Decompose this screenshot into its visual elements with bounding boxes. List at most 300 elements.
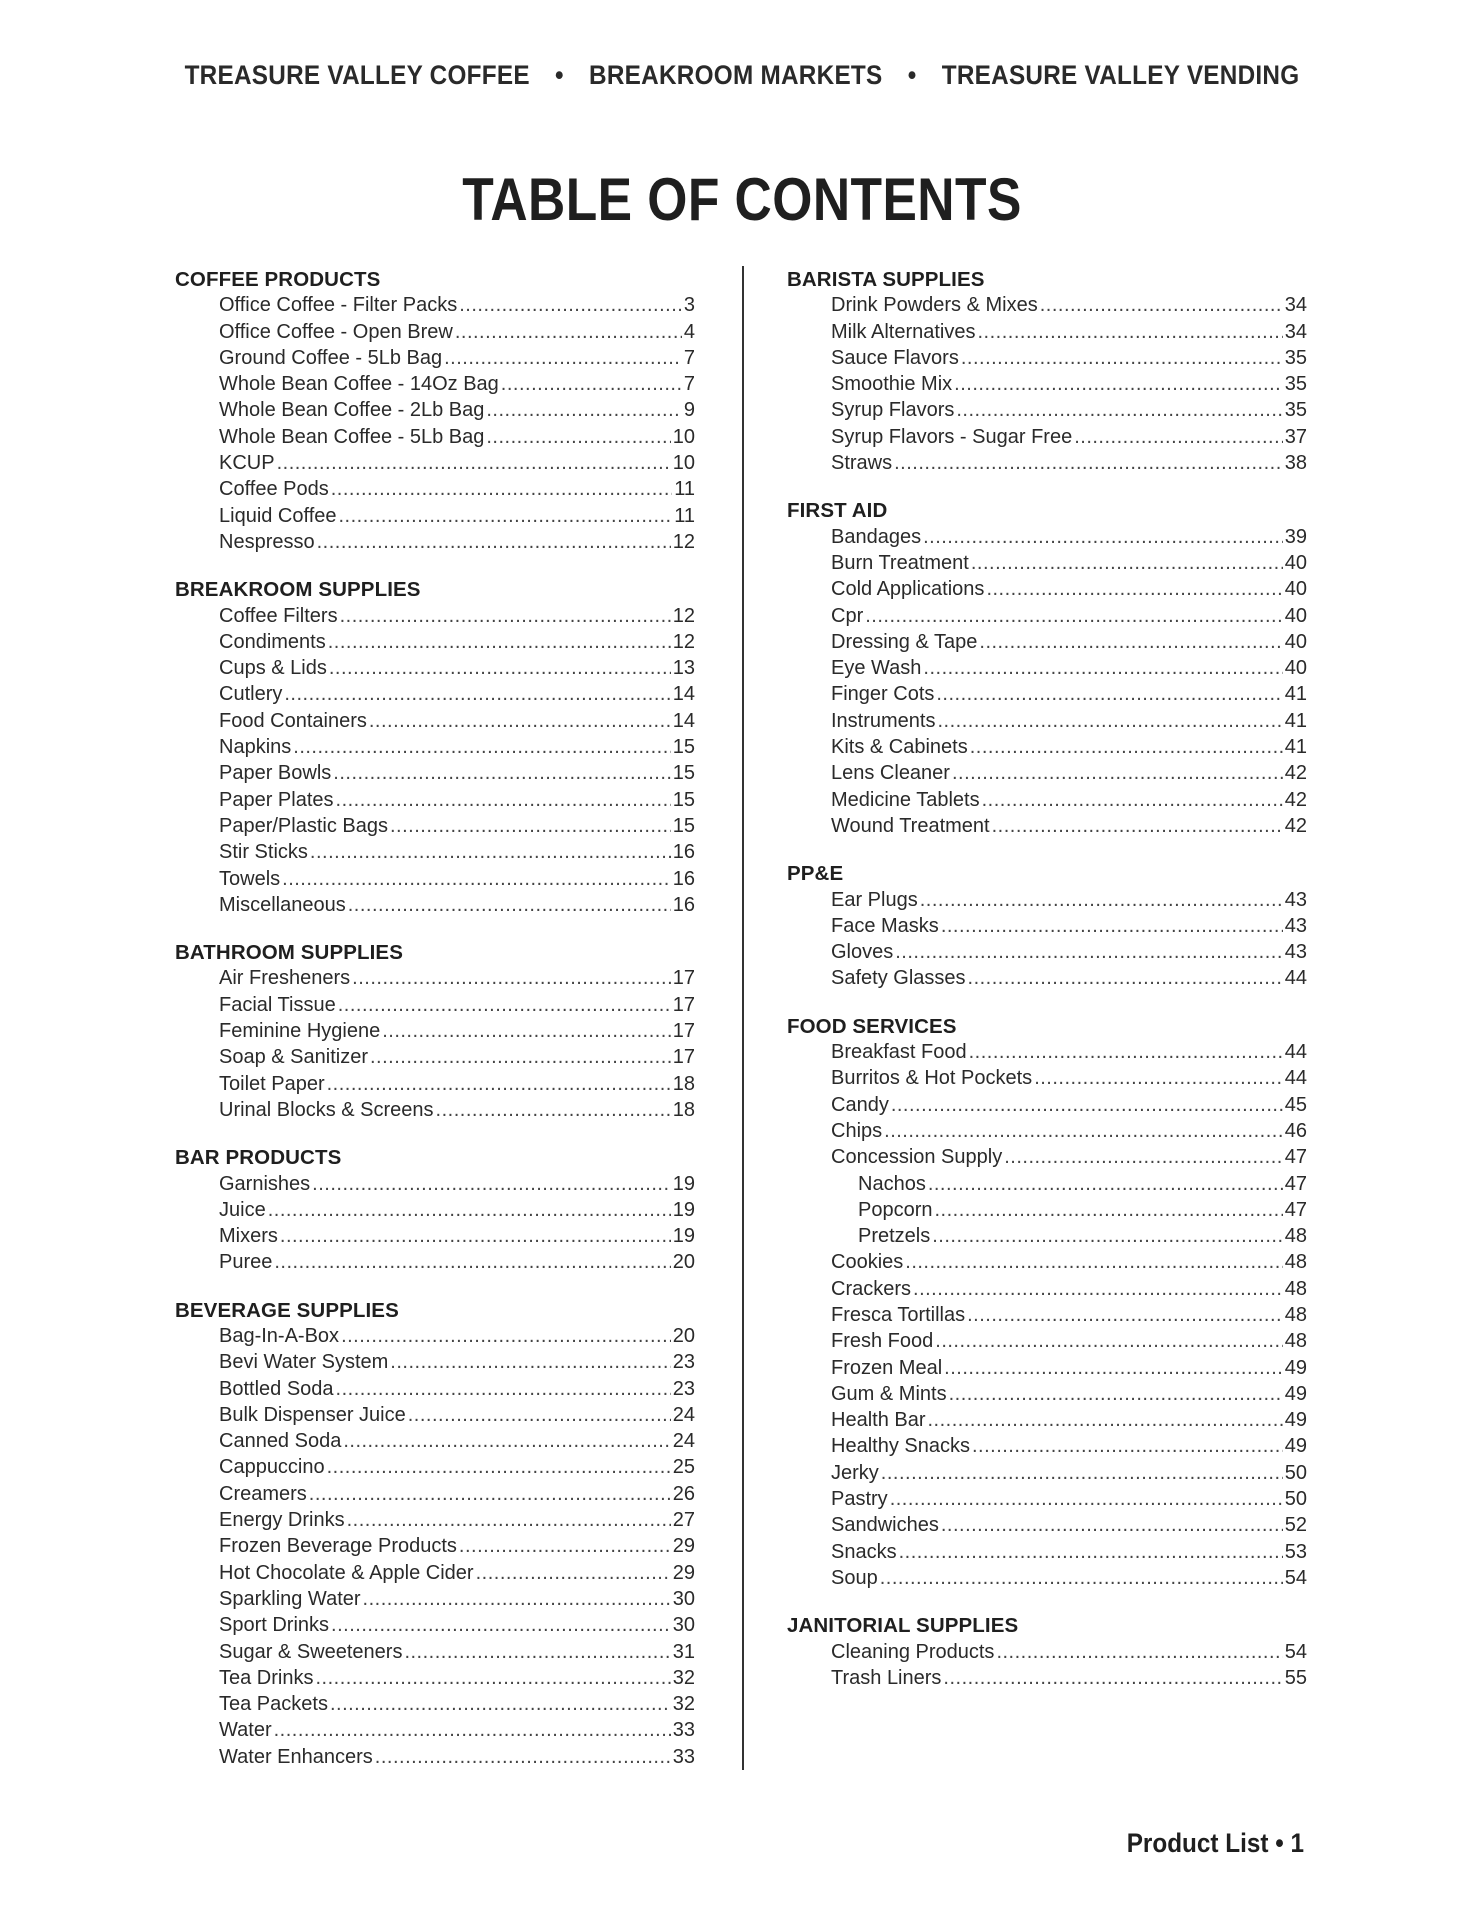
dot-leader — [363, 1586, 671, 1612]
entry-label: Office Coffee - Open Brew — [219, 320, 453, 343]
dot-leader — [331, 1612, 671, 1638]
dot-leader — [274, 1249, 670, 1275]
dot-leader — [894, 450, 1283, 476]
dot-leader — [937, 708, 1282, 734]
column-divider — [742, 266, 744, 1770]
toc-entry[interactable] — [175, 603, 695, 629]
dot-leader — [890, 1486, 1283, 1512]
toc-entry[interactable] — [175, 708, 695, 734]
toc-entry[interactable] — [787, 1065, 1307, 1091]
entry-label: Puree — [219, 1251, 273, 1274]
dot-leader — [459, 292, 682, 318]
toc-entry[interactable] — [787, 1249, 1307, 1275]
entry-label: Pretzels — [858, 1225, 931, 1248]
entry-page-number: 40 — [1284, 578, 1307, 601]
section-title: BAR PRODUCTS — [175, 1146, 342, 1170]
entry-page-number: 49 — [1284, 1435, 1307, 1458]
entry-label: Water — [219, 1719, 272, 1742]
toc-entry[interactable] — [175, 992, 695, 1018]
page-title: TABLE OF CONTENTS — [462, 166, 1022, 233]
toc-entry[interactable] — [175, 1018, 695, 1044]
entry-label: Napkins — [219, 736, 292, 759]
dot-leader — [328, 629, 671, 655]
toc-entry[interactable] — [175, 1223, 695, 1249]
toc-entry[interactable] — [787, 1328, 1307, 1354]
entry-label: Paper Bowls — [219, 762, 332, 785]
entry-page-number: 29 — [672, 1561, 695, 1584]
dot-leader — [956, 397, 1282, 423]
entry-page-number: 50 — [1284, 1461, 1307, 1484]
entry-page-number: 17 — [672, 1020, 695, 1043]
entry-label: Canned Soda — [219, 1430, 342, 1453]
toc-entry[interactable] — [175, 1197, 695, 1223]
dot-leader — [274, 1717, 671, 1743]
toc-entry[interactable] — [787, 603, 1307, 629]
toc-entry[interactable] — [787, 1197, 1307, 1223]
entry-label: Face Masks — [831, 914, 939, 937]
entry-label: Fresh Food — [831, 1330, 934, 1353]
entry-page-number: 30 — [672, 1614, 695, 1637]
entry-page-number: 44 — [1284, 1067, 1307, 1090]
toc-entry[interactable] — [175, 1349, 695, 1375]
header-separator: • — [907, 60, 917, 90]
dot-leader — [1040, 292, 1283, 318]
dot-leader — [970, 734, 1283, 760]
toc-entry[interactable] — [175, 1044, 695, 1070]
toc-entry[interactable] — [787, 965, 1307, 991]
entry-page-number: 47 — [1284, 1146, 1307, 1169]
entry-label: Tea Packets — [219, 1693, 328, 1716]
toc-entry[interactable] — [175, 629, 695, 655]
toc-entry[interactable] — [175, 1560, 695, 1586]
entry-label: Straws — [831, 452, 893, 475]
entry-page-number: 52 — [1284, 1514, 1307, 1537]
toc-entry[interactable] — [175, 813, 695, 839]
entry-page-number: 42 — [1284, 788, 1307, 811]
entry-page-number: 40 — [1284, 657, 1307, 680]
toc-entry[interactable] — [787, 1433, 1307, 1459]
dot-leader — [949, 1381, 1283, 1407]
toc-entry[interactable] — [175, 1249, 695, 1275]
toc-entry[interactable] — [787, 345, 1307, 371]
header-separator: • — [555, 60, 564, 90]
toc-entry[interactable] — [175, 319, 695, 345]
entry-label: Cookies — [831, 1251, 904, 1274]
toc-entry[interactable] — [175, 1402, 695, 1428]
entry-page-number: 25 — [672, 1456, 695, 1479]
entry-label: Safety Glasses — [831, 967, 966, 990]
entry-label: Cleaning Products — [831, 1640, 995, 1663]
toc-entry[interactable] — [787, 1460, 1307, 1486]
toc-entry[interactable] — [787, 629, 1307, 655]
entry-page-number: 10 — [672, 425, 695, 448]
entry-page-number: 35 — [1284, 373, 1307, 396]
section-title: JANITORIAL SUPPLIES — [787, 1614, 1019, 1638]
toc-entry[interactable] — [175, 760, 695, 786]
entry-label: Concession Supply — [831, 1146, 1003, 1169]
toc-entry[interactable] — [787, 1381, 1307, 1407]
entry-page-number: 32 — [672, 1693, 695, 1716]
entry-page-number: 15 — [672, 736, 695, 759]
entry-label: Water Enhancers — [219, 1745, 373, 1768]
entry-label: Ear Plugs — [831, 888, 918, 911]
dot-leader — [996, 1639, 1282, 1665]
dot-leader — [935, 1197, 1283, 1223]
entry-page-number: 49 — [1284, 1409, 1307, 1432]
dot-leader — [971, 550, 1283, 576]
dot-leader — [341, 1323, 671, 1349]
dot-leader — [1034, 1065, 1283, 1091]
entry-page-number: 3 — [683, 294, 695, 317]
toc-entry[interactable] — [175, 1428, 695, 1454]
dot-leader — [309, 1481, 671, 1507]
entry-label: Whole Bean Coffee - 14Oz Bag — [219, 373, 499, 396]
entry-page-number: 35 — [1284, 399, 1307, 422]
entry-page-number: 41 — [1284, 736, 1307, 759]
toc-entry[interactable] — [787, 1302, 1307, 1328]
section-title: BEVERAGE SUPPLIES — [175, 1298, 399, 1322]
entry-page-number: 17 — [672, 1046, 695, 1069]
entry-page-number: 48 — [1284, 1330, 1307, 1353]
entry-label: Soap & Sanitizer — [219, 1046, 368, 1069]
entry-page-number: 12 — [672, 630, 695, 653]
dot-leader — [982, 787, 1283, 813]
entry-label: Sport Drinks — [219, 1614, 330, 1637]
toc-entry[interactable] — [175, 1376, 695, 1402]
entry-label: Lens Cleaner — [831, 762, 950, 785]
entry-label: Syrup Flavors - Sugar Free — [831, 425, 1073, 448]
entry-label: Cutlery — [219, 683, 283, 706]
dot-leader — [961, 345, 1283, 371]
entry-label: KCUP — [219, 452, 275, 475]
dot-leader — [913, 1276, 1283, 1302]
toc-entry[interactable] — [175, 866, 695, 892]
entry-label: Coffee Filters — [219, 604, 338, 627]
toc-entry[interactable] — [175, 1691, 695, 1717]
toc-entry[interactable] — [787, 1039, 1307, 1065]
dot-leader — [317, 529, 671, 555]
toc-entry[interactable] — [175, 1639, 695, 1665]
toc-entry[interactable] — [787, 1407, 1307, 1433]
toc-section — [787, 497, 1307, 839]
dot-leader — [967, 1302, 1283, 1328]
entry-page-number: 34 — [1284, 294, 1307, 317]
toc-entry[interactable] — [175, 450, 695, 476]
entry-page-number: 15 — [672, 788, 695, 811]
toc-entry[interactable] — [175, 787, 695, 813]
dot-leader — [486, 397, 682, 423]
entry-label: Sauce Flavors — [831, 346, 959, 369]
entry-label: Hot Chocolate & Apple Cider — [219, 1561, 474, 1584]
entry-label: Instruments — [831, 709, 936, 732]
entry-page-number: 48 — [1284, 1225, 1307, 1248]
entry-label: Gloves — [831, 941, 894, 964]
dot-leader — [268, 1197, 671, 1223]
section-title: BREAKROOM SUPPLIES — [175, 578, 421, 602]
entry-label: Bulk Dispenser Juice — [219, 1403, 406, 1426]
dot-leader — [408, 1402, 671, 1428]
entry-label: Pastry — [831, 1488, 888, 1511]
toc-entry[interactable] — [787, 1223, 1307, 1249]
dot-leader — [944, 1355, 1283, 1381]
toc-section — [787, 266, 1307, 476]
toc-entry[interactable] — [175, 1171, 695, 1197]
toc-entry[interactable] — [787, 450, 1307, 476]
dot-leader — [390, 1349, 670, 1375]
toc-section — [175, 576, 695, 918]
entry-label: Healthy Snacks — [831, 1435, 970, 1458]
toc-entry[interactable] — [175, 681, 695, 707]
toc-entry[interactable] — [787, 708, 1307, 734]
entry-label: Snacks — [831, 1540, 897, 1563]
entry-label: Gum & Mints — [831, 1382, 947, 1405]
toc-entry[interactable] — [787, 1665, 1307, 1691]
toc-entry[interactable] — [787, 319, 1307, 345]
dot-leader — [348, 892, 671, 918]
entry-page-number: 19 — [672, 1198, 695, 1221]
toc-entry[interactable] — [175, 503, 695, 529]
dot-leader — [486, 424, 670, 450]
dot-leader — [1074, 424, 1283, 450]
entry-label: Trash Liners — [831, 1666, 942, 1689]
page-header — [74, 60, 1410, 91]
entry-label: Chips — [831, 1119, 883, 1142]
section-title: FIRST AID — [787, 499, 888, 523]
section-title: BARISTA SUPPLIES — [787, 268, 985, 291]
toc-entry[interactable] — [175, 424, 695, 450]
toc-entry[interactable] — [787, 913, 1307, 939]
entry-label: Office Coffee - Filter Packs — [219, 294, 458, 317]
dot-leader — [338, 992, 671, 1018]
toc-entry[interactable] — [787, 655, 1307, 681]
toc-entry[interactable] — [787, 576, 1307, 602]
entry-label: Burn Treatment — [831, 551, 969, 574]
toc-entry[interactable] — [787, 292, 1307, 318]
entry-label: Milk Alternatives — [831, 320, 976, 343]
toc-entry[interactable] — [787, 1092, 1307, 1118]
entry-label: Towels — [219, 867, 281, 890]
entry-label: Paper Plates — [219, 788, 334, 811]
section-title: BATHROOM SUPPLIES — [175, 941, 403, 965]
entry-page-number: 33 — [672, 1719, 695, 1742]
dot-leader — [476, 1560, 671, 1586]
header-item: TREASURE VALLEY COFFEE — [184, 60, 530, 90]
toc-entry[interactable] — [175, 1507, 695, 1533]
dot-leader — [336, 1376, 671, 1402]
entry-page-number: 32 — [672, 1666, 695, 1689]
dot-leader — [312, 1171, 671, 1197]
dot-leader — [315, 1665, 670, 1691]
toc-entry[interactable] — [787, 1565, 1307, 1591]
entry-label: Health Bar — [831, 1409, 926, 1432]
toc-entry[interactable] — [175, 1744, 695, 1770]
toc-entry[interactable] — [787, 424, 1307, 450]
dot-leader — [884, 1118, 1283, 1144]
toc-entry[interactable] — [175, 734, 695, 760]
entry-page-number: 40 — [1284, 604, 1307, 627]
toc-entry[interactable] — [787, 524, 1307, 550]
toc-entry[interactable] — [787, 760, 1307, 786]
entry-page-number: 53 — [1284, 1540, 1307, 1563]
entry-label: Bandages — [831, 525, 922, 548]
entry-page-number: 19 — [672, 1225, 695, 1248]
entry-page-number: 47 — [1284, 1172, 1307, 1195]
dot-leader — [992, 813, 1283, 839]
entry-page-number: 43 — [1284, 941, 1307, 964]
entry-page-number: 42 — [1284, 814, 1307, 837]
entry-label: Bottled Soda — [219, 1377, 334, 1400]
dot-leader — [881, 1460, 1283, 1486]
entry-page-number: 12 — [672, 530, 695, 553]
toc-entry[interactable] — [175, 655, 695, 681]
entry-page-number: 16 — [672, 841, 695, 864]
toc-entry[interactable] — [175, 371, 695, 397]
dot-leader — [310, 839, 671, 865]
dot-leader — [941, 1512, 1283, 1538]
entry-page-number: 19 — [672, 1172, 695, 1195]
dot-leader — [986, 576, 1282, 602]
dot-leader — [382, 1018, 671, 1044]
entry-page-number: 37 — [1284, 425, 1307, 448]
toc-column-left — [175, 266, 695, 1791]
entry-page-number: 7 — [683, 346, 695, 369]
entry-label: Fresca Tortillas — [831, 1303, 966, 1326]
dot-leader — [329, 655, 671, 681]
toc-entry[interactable] — [175, 1717, 695, 1743]
toc-entry[interactable] — [787, 1539, 1307, 1565]
entry-label: Air Fresheners — [219, 967, 351, 990]
toc-entry[interactable] — [175, 965, 695, 991]
entry-page-number: 44 — [1284, 967, 1307, 990]
dot-leader — [895, 939, 1283, 965]
entry-label: Breakfast Food — [831, 1041, 967, 1064]
dot-leader — [923, 655, 1282, 681]
toc-entry[interactable] — [787, 550, 1307, 576]
dot-leader — [293, 734, 670, 760]
toc-entry[interactable] — [175, 1454, 695, 1480]
entry-page-number: 17 — [672, 993, 695, 1016]
entry-page-number: 44 — [1284, 1041, 1307, 1064]
entry-page-number: 14 — [672, 709, 695, 732]
entry-label: Frozen Meal — [831, 1356, 943, 1379]
toc-entry[interactable] — [175, 1533, 695, 1559]
entry-page-number: 45 — [1284, 1093, 1307, 1116]
toc-entry[interactable] — [175, 892, 695, 918]
toc-entry[interactable] — [787, 1171, 1307, 1197]
entry-page-number: 54 — [1284, 1566, 1307, 1589]
entry-page-number: 14 — [672, 683, 695, 706]
dot-leader — [941, 913, 1283, 939]
entry-label: Cold Applications — [831, 578, 985, 601]
toc-entry[interactable] — [175, 1097, 695, 1123]
toc-entry[interactable] — [787, 681, 1307, 707]
section-title: COFFEE PRODUCTS — [175, 268, 381, 291]
toc-entry[interactable] — [175, 1481, 695, 1507]
dot-leader — [327, 1071, 671, 1097]
toc-entry[interactable] — [175, 1071, 695, 1097]
toc-entry[interactable] — [787, 1639, 1307, 1665]
dot-leader — [352, 965, 671, 991]
toc-entry[interactable] — [787, 371, 1307, 397]
toc-entry[interactable] — [175, 529, 695, 555]
toc-entry[interactable] — [787, 397, 1307, 423]
toc-entry[interactable] — [787, 939, 1307, 965]
toc-entry[interactable] — [175, 345, 695, 371]
entry-page-number: 35 — [1284, 346, 1307, 369]
toc-entry[interactable] — [175, 1665, 695, 1691]
dot-leader — [339, 503, 673, 529]
entry-page-number: 31 — [672, 1640, 695, 1663]
entry-page-number: 23 — [672, 1351, 695, 1374]
toc-entry[interactable] — [787, 1355, 1307, 1381]
entry-label: Cpr — [831, 604, 864, 627]
toc-entry[interactable] — [175, 476, 695, 502]
toc-entry[interactable] — [787, 887, 1307, 913]
toc-entry[interactable] — [175, 292, 695, 318]
entry-label: Liquid Coffee — [219, 504, 337, 527]
dot-leader — [899, 1539, 1283, 1565]
entry-page-number: 38 — [1284, 452, 1307, 475]
dot-leader — [375, 1744, 671, 1770]
toc-entry[interactable] — [787, 813, 1307, 839]
entry-label: Soup — [831, 1566, 878, 1589]
entry-page-number: 48 — [1284, 1303, 1307, 1326]
dot-leader — [343, 1428, 670, 1454]
entry-page-number: 29 — [672, 1535, 695, 1558]
entry-label: Mixers — [219, 1225, 278, 1248]
entry-label: Eye Wash — [831, 657, 922, 680]
entry-page-number: 49 — [1284, 1356, 1307, 1379]
dot-leader — [277, 450, 671, 476]
entry-page-number: 41 — [1284, 683, 1307, 706]
entry-label: Urinal Blocks & Screens — [219, 1098, 434, 1121]
entry-page-number: 43 — [1284, 914, 1307, 937]
dot-leader — [865, 603, 1283, 629]
toc-entry[interactable] — [787, 734, 1307, 760]
toc-section — [175, 939, 695, 1123]
toc-entry[interactable] — [787, 1512, 1307, 1538]
toc-entry[interactable] — [787, 1276, 1307, 1302]
entry-page-number: 33 — [672, 1745, 695, 1768]
dot-leader — [369, 708, 671, 734]
entry-page-number: 41 — [1284, 709, 1307, 732]
toc-entry[interactable] — [787, 1144, 1307, 1170]
entry-label: Sparkling Water — [219, 1587, 361, 1610]
entry-page-number: 49 — [1284, 1382, 1307, 1405]
entry-label: Syrup Flavors — [831, 399, 955, 422]
toc-entry[interactable] — [175, 1323, 695, 1349]
entry-page-number: 24 — [672, 1430, 695, 1453]
entry-page-number: 20 — [672, 1324, 695, 1347]
entry-page-number: 20 — [672, 1251, 695, 1274]
dot-leader — [923, 524, 1283, 550]
entry-label: Bag-In-A-Box — [219, 1324, 340, 1347]
toc-entry[interactable] — [175, 1586, 695, 1612]
toc-entry[interactable] — [787, 1118, 1307, 1144]
entry-label: Wound Treatment — [831, 814, 990, 837]
entry-label: Tea Drinks — [219, 1666, 314, 1689]
dot-leader — [935, 1328, 1282, 1354]
dot-leader — [444, 345, 682, 371]
toc-entry[interactable] — [175, 1612, 695, 1638]
toc-entry[interactable] — [175, 839, 695, 865]
entry-page-number: 42 — [1284, 762, 1307, 785]
entry-label: Dressing & Tape — [831, 630, 978, 653]
toc-entry[interactable] — [175, 397, 695, 423]
entry-label: Popcorn — [858, 1198, 933, 1221]
toc-entry[interactable] — [787, 1486, 1307, 1512]
toc-entry[interactable] — [787, 787, 1307, 813]
